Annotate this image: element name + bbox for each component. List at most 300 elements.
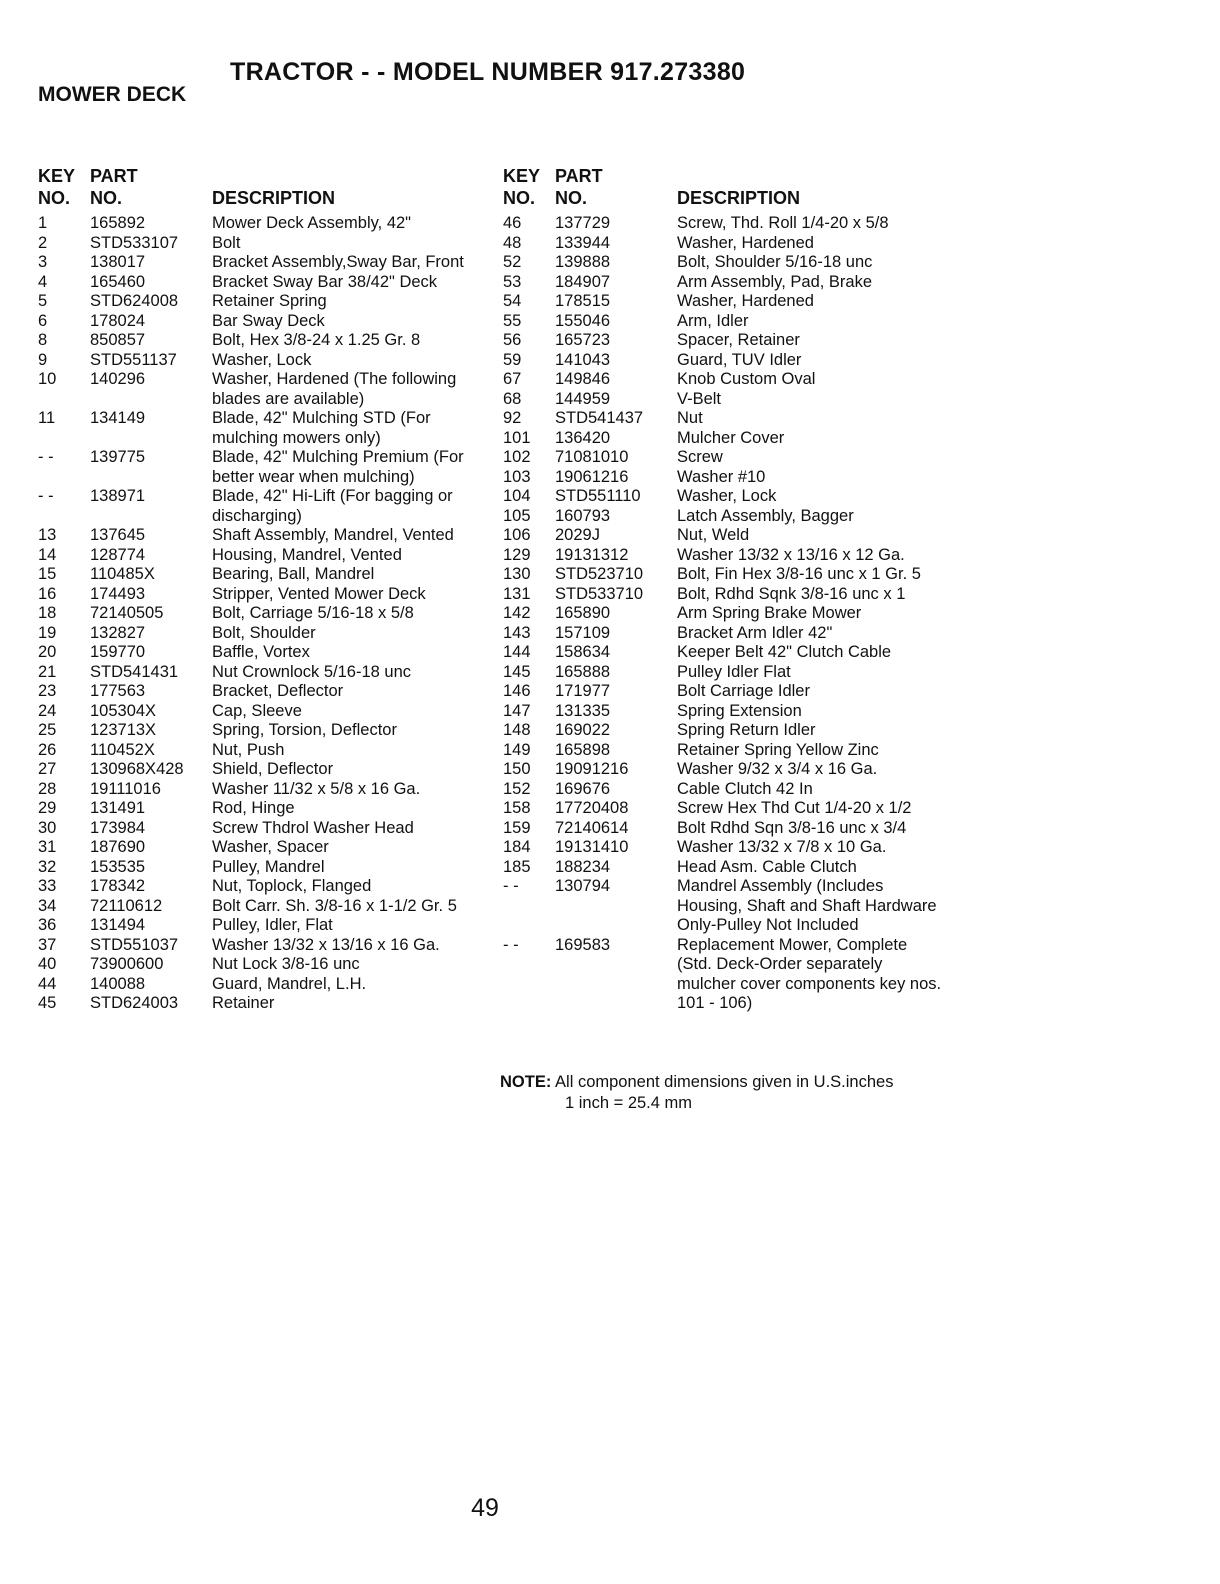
table-row xyxy=(503,604,943,624)
part-description: Bearing, Ball, Mandrel xyxy=(212,565,375,583)
page-title: TRACTOR - - MODEL NUMBER 917.273380 xyxy=(230,58,746,86)
part-number: 136420 xyxy=(555,428,611,447)
table-row xyxy=(503,624,943,644)
part-description: Bolt, Shoulder 5/16-18 unc xyxy=(677,253,873,271)
key-number: 106 xyxy=(503,526,531,544)
table-row xyxy=(503,702,943,722)
part-number: 178024 xyxy=(90,311,146,330)
key-number: 131 xyxy=(503,584,531,603)
key-number: 146 xyxy=(503,682,531,700)
part-description: Washer 9/32 x 3/4 x 16 Ga. xyxy=(677,760,878,778)
key-number: 15 xyxy=(38,565,57,583)
part-description: Bolt, Rdhd Sqnk 3/8-16 unc x 1 xyxy=(677,584,906,603)
key-number: 26 xyxy=(38,740,57,759)
part-description: Nut, Toplock, Flanged xyxy=(212,877,372,895)
table-row xyxy=(503,643,943,663)
key-number: 24 xyxy=(38,701,57,720)
part-number: 131494 xyxy=(90,916,146,934)
part-description: Spring Extension xyxy=(677,701,802,720)
table-row xyxy=(503,858,943,878)
table-row xyxy=(38,312,478,332)
part-number: 169583 xyxy=(555,935,611,954)
part-header-line2: NO. xyxy=(90,188,123,208)
part-description: Arm Assembly, Pad, Brake xyxy=(677,272,873,291)
part-number: 130968X428 xyxy=(90,760,184,778)
table-row xyxy=(38,273,478,293)
part-number: STD533710 xyxy=(555,584,644,603)
part-number: 188234 xyxy=(555,857,611,876)
table-row xyxy=(38,819,478,839)
table-row xyxy=(38,234,478,254)
part-number: 123713X xyxy=(90,721,157,739)
key-header-line2: NO. xyxy=(503,188,536,208)
key-number: 45 xyxy=(38,994,57,1012)
key-number: 149 xyxy=(503,740,531,759)
key-number: - - xyxy=(503,935,519,954)
key-number: 130 xyxy=(503,565,531,583)
description-header: DESCRIPTION xyxy=(677,188,801,208)
part-description: Rod, Hinge xyxy=(212,799,295,817)
key-number: 30 xyxy=(38,818,57,837)
part-description: Bolt, Hex 3/8-24 x 1.25 Gr. 8 xyxy=(212,331,421,349)
part-number: 184907 xyxy=(555,272,611,291)
part-number: 19111016 xyxy=(90,779,161,798)
table-row xyxy=(38,741,478,761)
table-row xyxy=(38,682,478,702)
part-number: 138971 xyxy=(90,487,146,505)
key-header-line2: NO. xyxy=(38,188,71,208)
key-number: 13 xyxy=(38,526,57,544)
part-description: Replacement Mower, Complete (Std. Deck-Order separately mulcher cover components key nos. 101 - 106) xyxy=(677,935,942,1012)
key-number: 8 xyxy=(38,331,48,349)
part-number: 158634 xyxy=(555,643,611,661)
key-number: 46 xyxy=(503,214,522,232)
part-number: STD551137 xyxy=(90,350,177,369)
part-description: Baffle, Vortex xyxy=(212,643,310,661)
part-number: STD533107 xyxy=(90,233,179,252)
part-description: Nut Crownlock 5/16-18 unc xyxy=(212,662,412,681)
part-number: 160793 xyxy=(555,506,611,525)
key-number: 6 xyxy=(38,311,48,330)
key-number: 1 xyxy=(38,214,48,232)
part-number: 165723 xyxy=(555,331,611,349)
key-number: 158 xyxy=(503,799,531,817)
part-number: STD624003 xyxy=(90,994,179,1012)
key-number: 52 xyxy=(503,253,522,271)
part-description: Arm, Idler xyxy=(677,311,749,330)
table-row xyxy=(503,799,943,819)
part-number: 139888 xyxy=(555,253,611,271)
table-row xyxy=(503,214,943,234)
key-number: 9 xyxy=(38,350,48,369)
part-number: 72140505 xyxy=(90,604,164,622)
part-number: 157109 xyxy=(555,623,611,642)
key-number: 32 xyxy=(38,857,57,876)
part-description: Washer, Lock xyxy=(212,350,312,369)
part-description: Blade, 42" Hi-Lift (For bagging or discharging) xyxy=(212,487,453,525)
part-description: Washer, Hardened (The following blades are available) xyxy=(212,370,457,408)
part-number: 105304X xyxy=(90,701,157,720)
part-number: 159770 xyxy=(90,643,146,661)
part-description: Washer 13/32 x 13/16 x 16 Ga. xyxy=(212,935,440,954)
part-description: Washer, Hardened xyxy=(677,233,814,252)
part-description: Washer 11/32 x 5/8 x 16 Ga. xyxy=(212,779,421,798)
table-row xyxy=(503,331,943,351)
key-number: 147 xyxy=(503,701,531,720)
table-row xyxy=(503,429,943,449)
note-line1: All component dimensions given in U.S.inches xyxy=(555,1073,894,1091)
key-number: 184 xyxy=(503,838,531,856)
part-description: Bracket Assembly,Sway Bar, Front xyxy=(212,253,464,271)
part-number: 73900600 xyxy=(90,955,164,973)
part-header-line1: PART xyxy=(555,166,603,186)
part-description: Cable Clutch 42 In xyxy=(677,779,813,798)
key-number: 150 xyxy=(503,760,531,778)
part-number: 165890 xyxy=(555,604,611,622)
part-description: Bolt Carriage Idler xyxy=(677,682,810,700)
part-number: 134149 xyxy=(90,409,146,427)
part-description: Retainer xyxy=(212,994,275,1012)
part-number: 140088 xyxy=(90,974,146,993)
key-number: 56 xyxy=(503,331,522,349)
table-row xyxy=(503,760,943,780)
part-number: 155046 xyxy=(555,311,611,330)
key-number: 145 xyxy=(503,662,531,681)
key-number: 16 xyxy=(38,584,57,603)
parts-list-left xyxy=(38,166,478,1014)
part-description: Washer #10 xyxy=(677,467,766,486)
part-number: 177563 xyxy=(90,682,146,700)
part-description: Nut xyxy=(677,409,703,427)
key-number: 55 xyxy=(503,311,522,330)
table-row xyxy=(503,448,943,468)
table-row xyxy=(503,234,943,254)
page-number: 49 xyxy=(471,1494,499,1522)
part-description: Mulcher Cover xyxy=(677,428,785,447)
key-number: - - xyxy=(503,877,519,895)
part-number: 131335 xyxy=(555,701,611,720)
table-row xyxy=(503,312,943,332)
table-row xyxy=(38,877,478,897)
table-row xyxy=(38,331,478,351)
table-row xyxy=(503,565,943,585)
key-number: 143 xyxy=(503,623,531,642)
key-number: 142 xyxy=(503,604,531,622)
part-header-line2: NO. xyxy=(555,188,588,208)
key-number: 68 xyxy=(503,389,522,408)
part-number: 128774 xyxy=(90,545,146,564)
table-row xyxy=(503,351,943,371)
part-description: Bracket Arm Idler 42" xyxy=(677,623,833,642)
part-number: 178515 xyxy=(555,292,611,310)
part-description: Washer 13/32 x 13/16 x 12 Ga. xyxy=(677,545,905,564)
key-number: 14 xyxy=(38,545,57,564)
part-number: 165460 xyxy=(90,272,146,291)
table-row xyxy=(38,643,478,663)
key-number: 4 xyxy=(38,272,48,291)
table-row xyxy=(38,214,478,234)
table-row xyxy=(38,663,478,683)
column-headers-left xyxy=(38,166,478,214)
dimension-note xyxy=(500,1072,893,1114)
part-description: Head Asm. Cable Clutch xyxy=(677,857,857,876)
table-row xyxy=(38,526,478,546)
part-description: Pulley, Idler, Flat xyxy=(212,916,333,934)
part-number: STD541437 xyxy=(555,409,644,427)
key-number: 67 xyxy=(503,370,522,388)
part-description: Nut Lock 3/8-16 unc xyxy=(212,955,360,973)
part-number: 130794 xyxy=(555,877,611,895)
part-number: 72110612 xyxy=(90,896,163,915)
key-number: 48 xyxy=(503,233,522,252)
part-description: Knob Custom Oval xyxy=(677,370,816,388)
key-number: 31 xyxy=(38,838,57,856)
key-number: 101 xyxy=(503,428,531,447)
table-row xyxy=(38,760,478,780)
part-number: 138017 xyxy=(90,253,146,271)
part-number: 137645 xyxy=(90,526,146,544)
part-description: Keeper Belt 42" Clutch Cable xyxy=(677,643,892,661)
table-row xyxy=(503,877,943,936)
key-number: 36 xyxy=(38,916,57,934)
note-line2: 1 inch = 25.4 mm xyxy=(565,1094,693,1112)
part-description: Stripper, Vented Mower Deck xyxy=(212,584,426,603)
part-header-line1: PART xyxy=(90,166,138,186)
table-row xyxy=(38,370,478,409)
table-row xyxy=(503,253,943,273)
table-row xyxy=(38,916,478,936)
table-row xyxy=(38,604,478,624)
key-number: 129 xyxy=(503,545,531,564)
table-row xyxy=(503,370,943,390)
key-number: 102 xyxy=(503,448,531,466)
part-number: 169022 xyxy=(555,721,611,739)
key-number: 103 xyxy=(503,467,531,486)
part-number: 131491 xyxy=(90,799,146,817)
part-description: Washer 13/32 x 7/8 x 10 Ga. xyxy=(677,838,887,856)
note-label: NOTE: xyxy=(500,1073,552,1091)
table-row xyxy=(503,819,943,839)
key-number: 92 xyxy=(503,409,522,427)
part-description: V-Belt xyxy=(677,389,722,408)
key-number: 29 xyxy=(38,799,57,817)
key-number: 44 xyxy=(38,974,57,993)
part-description: Pulley, Mandrel xyxy=(212,857,325,876)
key-number: 18 xyxy=(38,604,57,622)
key-number: 21 xyxy=(38,662,57,681)
table-row xyxy=(503,682,943,702)
part-description: Bolt, Shoulder xyxy=(212,623,316,642)
key-number: 53 xyxy=(503,272,522,291)
table-row xyxy=(38,975,478,995)
key-number: 159 xyxy=(503,818,531,837)
part-description: Mower Deck Assembly, 42" xyxy=(212,214,412,232)
part-description: Bolt Carr. Sh. 3/8-16 x 1-1/2 Gr. 5 xyxy=(212,896,457,915)
parts-rows-right xyxy=(503,214,943,1014)
section-heading: MOWER DECK xyxy=(38,83,187,106)
table-row xyxy=(38,253,478,273)
part-description: Washer, Hardened xyxy=(677,292,814,310)
key-number: 104 xyxy=(503,487,531,505)
part-number: 165888 xyxy=(555,662,611,681)
table-row xyxy=(503,390,943,410)
part-description: Guard, TUV Idler xyxy=(677,350,802,369)
key-number: 20 xyxy=(38,643,57,661)
table-row xyxy=(38,702,478,722)
part-description: Blade, 42" Mulching STD (For mulching mowers only) xyxy=(212,409,431,447)
description-header: DESCRIPTION xyxy=(212,188,336,208)
key-header-line1: KEY xyxy=(38,166,76,186)
part-number: 19131312 xyxy=(555,545,629,564)
part-number: 173984 xyxy=(90,818,146,837)
part-description: Mandrel Assembly (Includes Housing, Shaft and Shaft Hardware Only-Pulley Not Included xyxy=(677,877,937,934)
table-row xyxy=(38,487,478,526)
table-row xyxy=(503,273,943,293)
table-row xyxy=(503,468,943,488)
part-description: Shield, Deflector xyxy=(212,760,334,778)
part-description: Screw, Thd. Roll 1/4-20 x 5/8 xyxy=(677,214,889,232)
part-description: Nut, Push xyxy=(212,740,285,759)
part-number: 174493 xyxy=(90,584,146,603)
part-number: 144959 xyxy=(555,389,611,408)
key-number: 10 xyxy=(38,370,57,388)
part-description: Screw xyxy=(677,448,723,466)
part-description: Cap, Sleeve xyxy=(212,701,302,720)
key-number: 23 xyxy=(38,682,57,700)
key-number: 19 xyxy=(38,623,57,642)
part-number: 850857 xyxy=(90,331,146,349)
table-row xyxy=(38,955,478,975)
table-row xyxy=(503,585,943,605)
part-number: 140296 xyxy=(90,370,146,388)
part-number: 110485X xyxy=(90,565,155,583)
part-number: STD541431 xyxy=(90,662,179,681)
key-number: 34 xyxy=(38,896,57,915)
part-number: 17720408 xyxy=(555,799,629,817)
part-description: Spacer, Retainer xyxy=(677,331,800,349)
part-description: Bolt Rdhd Sqn 3/8-16 unc x 3/4 xyxy=(677,818,907,837)
key-number: 37 xyxy=(38,935,57,954)
part-description: Arm Spring Brake Mower xyxy=(677,604,862,622)
part-number: 137729 xyxy=(555,214,611,232)
part-description: Shaft Assembly, Mandrel, Vented xyxy=(212,526,454,544)
table-row xyxy=(503,721,943,741)
part-description: Bolt, Carriage 5/16-18 x 5/8 xyxy=(212,604,414,622)
table-row xyxy=(503,663,943,683)
table-row xyxy=(38,585,478,605)
key-number: 33 xyxy=(38,877,57,895)
part-description: Latch Assembly, Bagger xyxy=(677,506,854,525)
table-row xyxy=(38,721,478,741)
part-description: Bracket Sway Bar 38/42" Deck xyxy=(212,272,438,291)
part-number: 165898 xyxy=(555,740,611,759)
part-description: Bar Sway Deck xyxy=(212,311,325,330)
part-description: Washer, Lock xyxy=(677,487,777,505)
table-row xyxy=(38,624,478,644)
table-row xyxy=(38,780,478,800)
part-description: Spring, Torsion, Deflector xyxy=(212,721,397,739)
table-row xyxy=(503,838,943,858)
key-number: - - xyxy=(38,448,54,466)
part-description: Housing, Mandrel, Vented xyxy=(212,545,402,564)
part-number: 153535 xyxy=(90,857,146,876)
key-number: 185 xyxy=(503,857,531,876)
table-row xyxy=(38,936,478,956)
part-number: STD551110 xyxy=(555,487,641,505)
key-number: 27 xyxy=(38,760,57,778)
part-description: Bracket, Deflector xyxy=(212,682,344,700)
key-number: 54 xyxy=(503,292,522,310)
key-number: 105 xyxy=(503,506,531,525)
table-row xyxy=(38,994,478,1014)
part-number: STD523710 xyxy=(555,565,644,583)
table-row xyxy=(38,897,478,917)
part-number: 178342 xyxy=(90,877,146,895)
part-description: Screw Hex Thd Cut 1/4-20 x 1/2 xyxy=(677,799,912,817)
key-number: 2 xyxy=(38,233,48,252)
part-number: 72140614 xyxy=(555,818,629,837)
key-number: 59 xyxy=(503,350,522,369)
key-number: 25 xyxy=(38,721,57,739)
table-row xyxy=(38,799,478,819)
key-header-line1: KEY xyxy=(503,166,541,186)
part-number: STD624008 xyxy=(90,292,179,310)
table-row xyxy=(503,546,943,566)
key-number: 148 xyxy=(503,721,531,739)
part-number: 71081010 xyxy=(555,448,629,466)
key-number: 5 xyxy=(38,292,48,310)
table-row xyxy=(38,858,478,878)
part-description: Bolt xyxy=(212,233,241,252)
table-row xyxy=(38,351,478,371)
part-description: Guard, Mandrel, L.H. xyxy=(212,974,367,993)
part-number: 141043 xyxy=(555,350,611,369)
part-number: 171977 xyxy=(555,682,611,700)
table-row xyxy=(503,487,943,507)
part-number: 187690 xyxy=(90,838,146,856)
table-row xyxy=(38,565,478,585)
part-description: Nut, Weld xyxy=(677,526,750,544)
table-row xyxy=(503,741,943,761)
part-number: 169676 xyxy=(555,779,611,798)
table-row xyxy=(503,507,943,527)
part-number: 149846 xyxy=(555,370,611,388)
part-description: Spring Return Idler xyxy=(677,721,816,739)
table-row xyxy=(503,780,943,800)
key-number: 152 xyxy=(503,779,531,798)
key-number: 144 xyxy=(503,643,531,661)
part-number: 110452X xyxy=(90,740,155,759)
part-description: Retainer Spring xyxy=(212,292,327,310)
table-row xyxy=(503,936,943,1014)
part-number: 139775 xyxy=(90,448,146,466)
table-row xyxy=(38,546,478,566)
key-number: 40 xyxy=(38,955,57,973)
part-description: Retainer Spring Yellow Zinc xyxy=(677,740,879,759)
part-number: 19091216 xyxy=(555,760,629,778)
key-number: 11 xyxy=(38,409,56,427)
table-row xyxy=(38,292,478,312)
table-row xyxy=(38,448,478,487)
part-number: 165892 xyxy=(90,214,146,232)
part-number: 132827 xyxy=(90,623,146,642)
parts-list-right xyxy=(503,166,943,1014)
part-number: 19061216 xyxy=(555,467,629,486)
part-description: Washer, Spacer xyxy=(212,838,329,856)
part-number: 133944 xyxy=(555,233,611,252)
part-number: 19131410 xyxy=(555,838,629,856)
parts-rows-left xyxy=(38,214,478,1014)
